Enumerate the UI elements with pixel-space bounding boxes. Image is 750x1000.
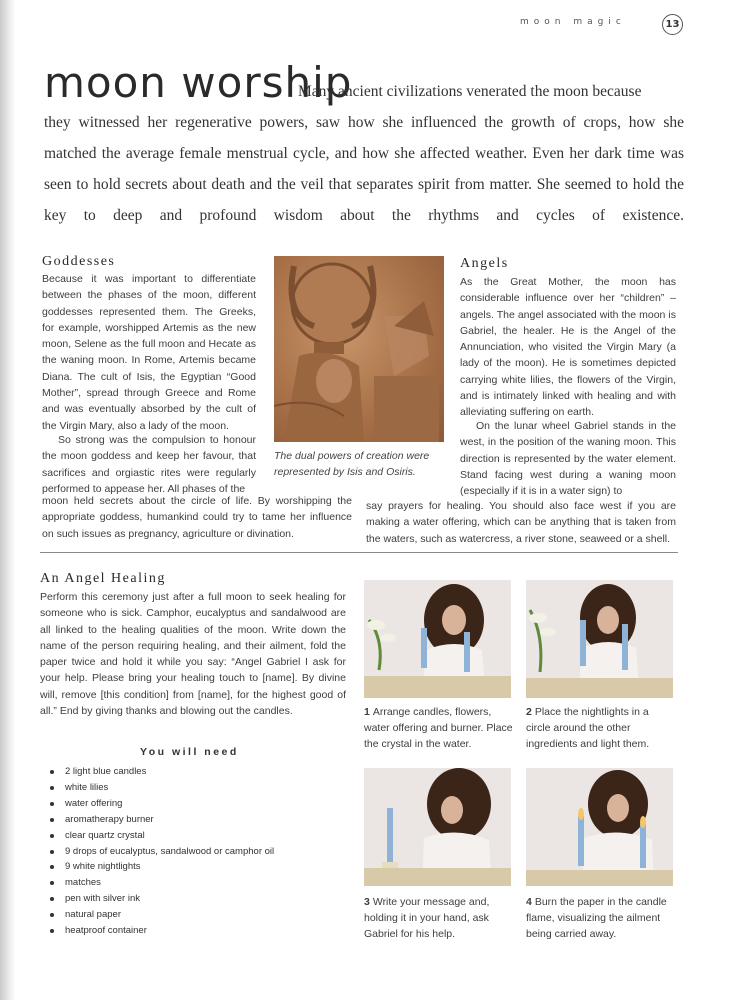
step-3-photo [364,768,511,886]
intro-first-line: Many ancient civilizations venerated the moon because [298,83,642,100]
angels-paragraph-2-end: say prayers for healing. You should also face west if you are making a water offering, which can be anything that is taken from the waters, such as watercress, a river stone, seaweed or a shell. [366,500,676,545]
ritual-scene-illustration [364,580,511,698]
ingredients-list [50,764,274,939]
list-item: 2 light blue candles [50,764,274,780]
step-text: Write your message and, holding it in your hand, ask Gabriel for his help. [364,896,490,940]
goddesses-heading: Goddesses [42,254,116,269]
list-item: 9 white nightlights [50,859,274,875]
step-4-photo [526,768,673,886]
step-number: 4 [526,896,532,908]
list-item: white lilies [50,780,274,796]
step-text: Burn the paper in the candle flame, visualizing the ailment being carried away. [526,896,667,940]
goddesses-paragraph-2-end: moon held secrets about the circle of life. By worshipping the appropriate goddess, humankind could try to tame her influence on such issues as pregnancy, agriculture or divination. [42,495,352,540]
goddesses-paragraph-1: Because it was important to differentiate between the phases of the moon, different goddesses represented them. The Greeks, for example, worshipped Artemis as the new moon, Selene as the full moon and Hecate as the waning moon. In Rome, Artemis became Diana. The cult of Isis, the Egyptian “Good Mother”, spread through Greece and Rome and was eventually absorbed by the cult of the Virgin Mary, also a lady of the moon. [42,273,256,432]
list-item: natural paper [50,907,274,923]
relief-illustration [274,256,444,442]
step-number: 3 [364,896,370,908]
step-2-caption [526,704,676,752]
list-item: clear quartz crystal [50,828,274,844]
figure-caption: The dual powers of creation were represented by Isis and Osiris. [274,450,430,478]
step-4-caption [526,894,676,942]
step-number: 2 [526,706,532,718]
step-text: Arrange candles, flowers, water offering and burner. Place the crystal in the water. [364,706,513,750]
page-title: moon worship [44,58,353,107]
running-head: moon magic [520,17,626,27]
page-number: 13 [662,14,683,35]
step-1-photo [364,580,511,698]
step-2-photo [526,580,673,698]
angels-paragraph-1: As the Great Mother, the moon has considerable influence over her “children” – angels. The angel associated with the moon is Gabriel, the healer. He is the Angel of the Annunciation, who visited the Virgin Mary (a lady of the moon). He is sometimes depicted carrying white lilies, the flowers of the Virgin, and is intimately linked with healing and with alleviating suffering on earth. [460,276,676,419]
book-spine-shadow [0,0,16,1000]
list-item: water offering [50,796,274,812]
angels-paragraph-2: On the lunar wheel Gabriel stands in the west, in the position of the waning moon. This direction is represented by the water element. Stand facing west during a waning moon (especially if it is in a water sign) to [460,420,676,498]
list-item: matches [50,875,274,891]
list-item: pen with silver ink [50,891,274,907]
step-3-caption [364,894,514,942]
you-will-need-heading: You will need [140,746,239,758]
ritual-scene-illustration [526,580,673,698]
step-text: Place the nightlights in a circle around the other ingredients and light them. [526,706,650,750]
healing-heading: An Angel Healing [40,571,166,586]
ritual-scene-illustration [364,768,511,886]
step-1-caption [364,704,514,752]
section-divider [40,552,678,553]
angels-heading: Angels [460,256,509,271]
goddesses-paragraph-2: So strong was the compulsion to honour the moon goddess and keep her favour, that sacrifices and orgiastic rites were regularly performed to appease her. All phases of the [42,434,256,495]
list-item: heatproof container [50,923,274,939]
list-item: aromatherapy burner [50,812,274,828]
step-number: 1 [364,706,370,718]
list-item: 9 drops of eucalyptus, sandalwood or camphor oil [50,844,274,860]
ritual-scene-illustration [526,768,673,886]
intro-paragraph: they witnessed her regenerative powers, saw how she influenced the growth of crops, how she matched the average female menstrual cycle, and how she affected weather. Even her dark time was seen to hold secrets about death and the veil that separates spirit from matter. She seemed to hold the key to deep and profound wisdom about the rhythms and cycles of existence. [44,114,684,224]
healing-paragraph: Perform this ceremony just after a full moon to seek healing for someone who is sick. Camphor, eucalyptus and sandalwood are all linked to the healing qualities of the moon. Write down the name of the person requiring healing, and their ailment, fold the paper twice and hold it while you say: “Angel Gabriel I ask for your help. Please bring your healing touch to [name]. By divine will, remove [this condition] from [name], for the highest good of all.” End by giving thanks and blowing out the candles. [40,591,346,718]
isis-osiris-relief-image [274,256,444,442]
